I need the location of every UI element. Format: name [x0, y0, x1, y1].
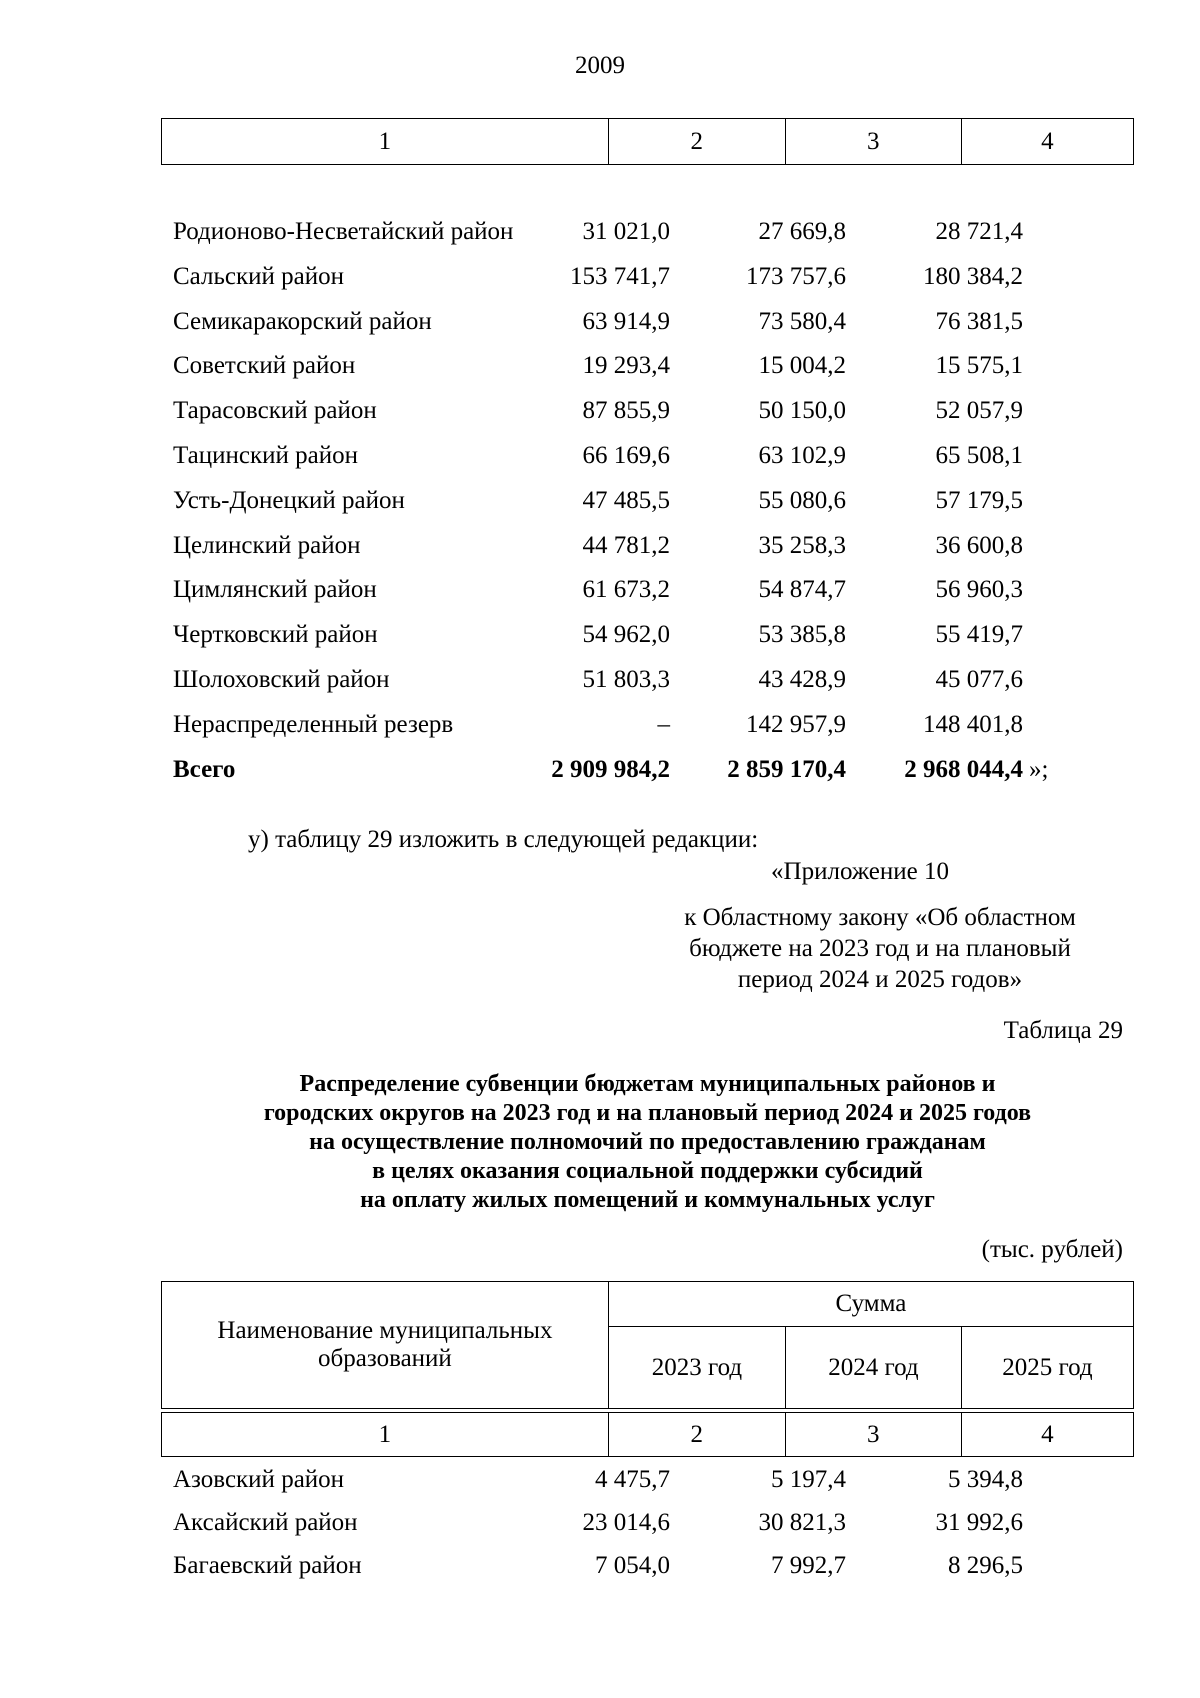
heading-line: на осуществление полномочий по предоставлению гражданам	[309, 1129, 986, 1155]
value-2025: 57 179,5	[935, 486, 1023, 514]
row-name: Шолоховский район	[173, 665, 390, 693]
table-row	[161, 434, 1134, 479]
value-2024: 30 821,3	[758, 1509, 846, 1536]
row-name: Чертковский район	[173, 621, 378, 649]
table-row	[161, 1501, 1134, 1544]
value-2024: 53 385,8	[758, 621, 846, 649]
value-2023: 19 293,4	[582, 352, 670, 380]
appendix-line-1: к Областному закону «Об областном	[684, 904, 1076, 931]
value-2023: 61 673,2	[582, 576, 670, 604]
col-number-3: 3	[785, 119, 961, 165]
table-row	[161, 389, 1134, 434]
table-row	[161, 613, 1134, 658]
row-name: Азовский район	[173, 1466, 345, 1493]
col-number-4: 4	[961, 119, 1133, 165]
value-2023: 7 054,0	[595, 1552, 670, 1579]
col-number-3: 3	[785, 1413, 961, 1457]
table-row	[161, 344, 1134, 389]
value-2025: 5 394,8	[948, 1466, 1023, 1493]
top-table-body	[161, 210, 1134, 792]
heading-line: на оплату жилых помещений и коммунальных услуг	[360, 1187, 935, 1213]
row-name: Аксайский район	[173, 1509, 358, 1536]
value-2024: 63 102,9	[758, 441, 846, 469]
value-2023: 153 741,7	[570, 262, 670, 290]
value-2024: 142 957,9	[746, 710, 846, 738]
row-name: Тарасовский район	[173, 397, 377, 425]
value-2023: 54 962,0	[582, 621, 670, 649]
value-2023: 31 021,0	[582, 218, 670, 245]
value-2023: 23 014,6	[582, 1509, 670, 1536]
appendix-line-3: период 2024 и 2025 годов»	[737, 966, 1023, 993]
value-2024: 35 258,3	[758, 531, 846, 559]
value-2025: 8 296,5	[948, 1552, 1023, 1579]
heading-line: городских округов на 2023 год и на плановый период 2024 и 2025 годов	[263, 1100, 1032, 1126]
value-2023: 51 803,3	[582, 665, 670, 693]
value-2025: 76 381,5	[935, 307, 1023, 335]
total-2025: 2 968 044,4	[904, 755, 1023, 783]
value-2023: 4 475,7	[595, 1466, 670, 1493]
table-row	[161, 300, 1134, 345]
name-column-header	[162, 1282, 609, 1409]
page-number: 2009	[575, 52, 625, 79]
value-2025: 180 384,2	[923, 262, 1023, 290]
row-name: Тацинский район	[173, 441, 358, 469]
value-2025: 65 508,1	[935, 441, 1023, 469]
value-2023: 66 169,6	[582, 441, 670, 469]
value-2025: 148 401,8	[923, 710, 1023, 738]
value-2024: 5 197,4	[771, 1466, 846, 1493]
instruction-text: у) таблицу 29 изложить в следующей редакции:	[248, 826, 759, 853]
value-2025: 28 721,4	[935, 218, 1023, 245]
col-number-2: 2	[608, 1413, 785, 1457]
heading-line: в целях оказания социальной поддержки субсидий	[372, 1158, 923, 1184]
appendix-title: «Приложение 10	[771, 858, 949, 885]
value-2025: 52 057,9	[935, 397, 1023, 425]
table-row	[161, 479, 1134, 524]
value-2024: 43 428,9	[758, 665, 846, 693]
value-2023: –	[657, 710, 670, 738]
row-name: Родионово-Несветайский район	[173, 218, 514, 245]
value-2024: 7 992,7	[771, 1552, 846, 1579]
total-row	[161, 748, 1134, 793]
value-2025: 56 960,3	[935, 576, 1023, 604]
heading-line: Распределение субвенции бюджетам муниципальных районов и	[299, 1071, 996, 1097]
value-2025: 36 600,8	[935, 531, 1023, 559]
table-row	[161, 1458, 1134, 1501]
col-number-1: 1	[162, 1413, 609, 1457]
value-2024: 173 757,6	[746, 262, 846, 290]
year-2025-header: 2025 год	[961, 1327, 1133, 1409]
value-2025: 45 077,6	[935, 665, 1023, 693]
name-column-header-line2: образований	[318, 1345, 452, 1372]
closing-quote: »;	[1029, 755, 1049, 783]
value-2024: 54 874,7	[758, 576, 846, 604]
bottom-table-col-numbers	[161, 1412, 1134, 1457]
col-number-1: 1	[162, 119, 609, 165]
table-row	[161, 524, 1134, 569]
units-label: (тыс. рублей)	[981, 1236, 1123, 1263]
table-row	[161, 255, 1134, 300]
table-row	[161, 658, 1134, 703]
value-2024: 73 580,4	[758, 307, 846, 335]
row-name: Багаевский район	[173, 1552, 362, 1579]
top-table-header	[161, 118, 1134, 165]
row-name: Целинский район	[173, 531, 361, 559]
value-2023: 63 914,9	[582, 307, 670, 335]
name-column-header-line1: Наименование муниципальных	[217, 1317, 553, 1344]
value-2024: 15 004,2	[758, 352, 846, 380]
value-2025: 15 575,1	[935, 352, 1023, 380]
bottom-table-header	[161, 1281, 1134, 1409]
total-2024: 2 859 170,4	[727, 755, 846, 783]
row-name: Нераспределенный резерв	[173, 710, 454, 738]
table-row	[161, 568, 1134, 613]
sum-header: Сумма	[608, 1282, 1133, 1327]
value-2025: 55 419,7	[935, 621, 1023, 649]
value-2023: 44 781,2	[582, 531, 670, 559]
table-caption: Таблица 29	[1003, 1017, 1123, 1044]
value-2023: 87 855,9	[582, 397, 670, 425]
row-name: Усть-Донецкий район	[173, 486, 405, 514]
value-2024: 50 150,0	[758, 397, 846, 425]
row-name: Советский район	[173, 352, 356, 380]
total-2023: 2 909 984,2	[551, 755, 670, 783]
table-heading	[160, 1070, 1135, 1215]
row-name: Сальский район	[173, 262, 344, 290]
year-2023-header: 2023 год	[608, 1327, 785, 1409]
total-label: Всего	[173, 755, 236, 783]
table-row	[161, 703, 1134, 748]
col-number-2: 2	[608, 119, 785, 165]
row-name: Цимлянский район	[173, 576, 377, 604]
row-name: Семикаракорский район	[173, 307, 432, 335]
appendix-line-2: бюджете на 2023 год и на плановый	[689, 935, 1071, 962]
table-row	[161, 1544, 1134, 1587]
value-2025: 31 992,6	[935, 1509, 1023, 1536]
col-number-4: 4	[961, 1413, 1133, 1457]
bottom-table-body	[161, 1458, 1134, 1587]
table-row	[161, 210, 1134, 255]
value-2023: 47 485,5	[582, 486, 670, 514]
year-2024-header: 2024 год	[785, 1327, 961, 1409]
value-2024: 55 080,6	[758, 486, 846, 514]
value-2024: 27 669,8	[758, 218, 846, 245]
